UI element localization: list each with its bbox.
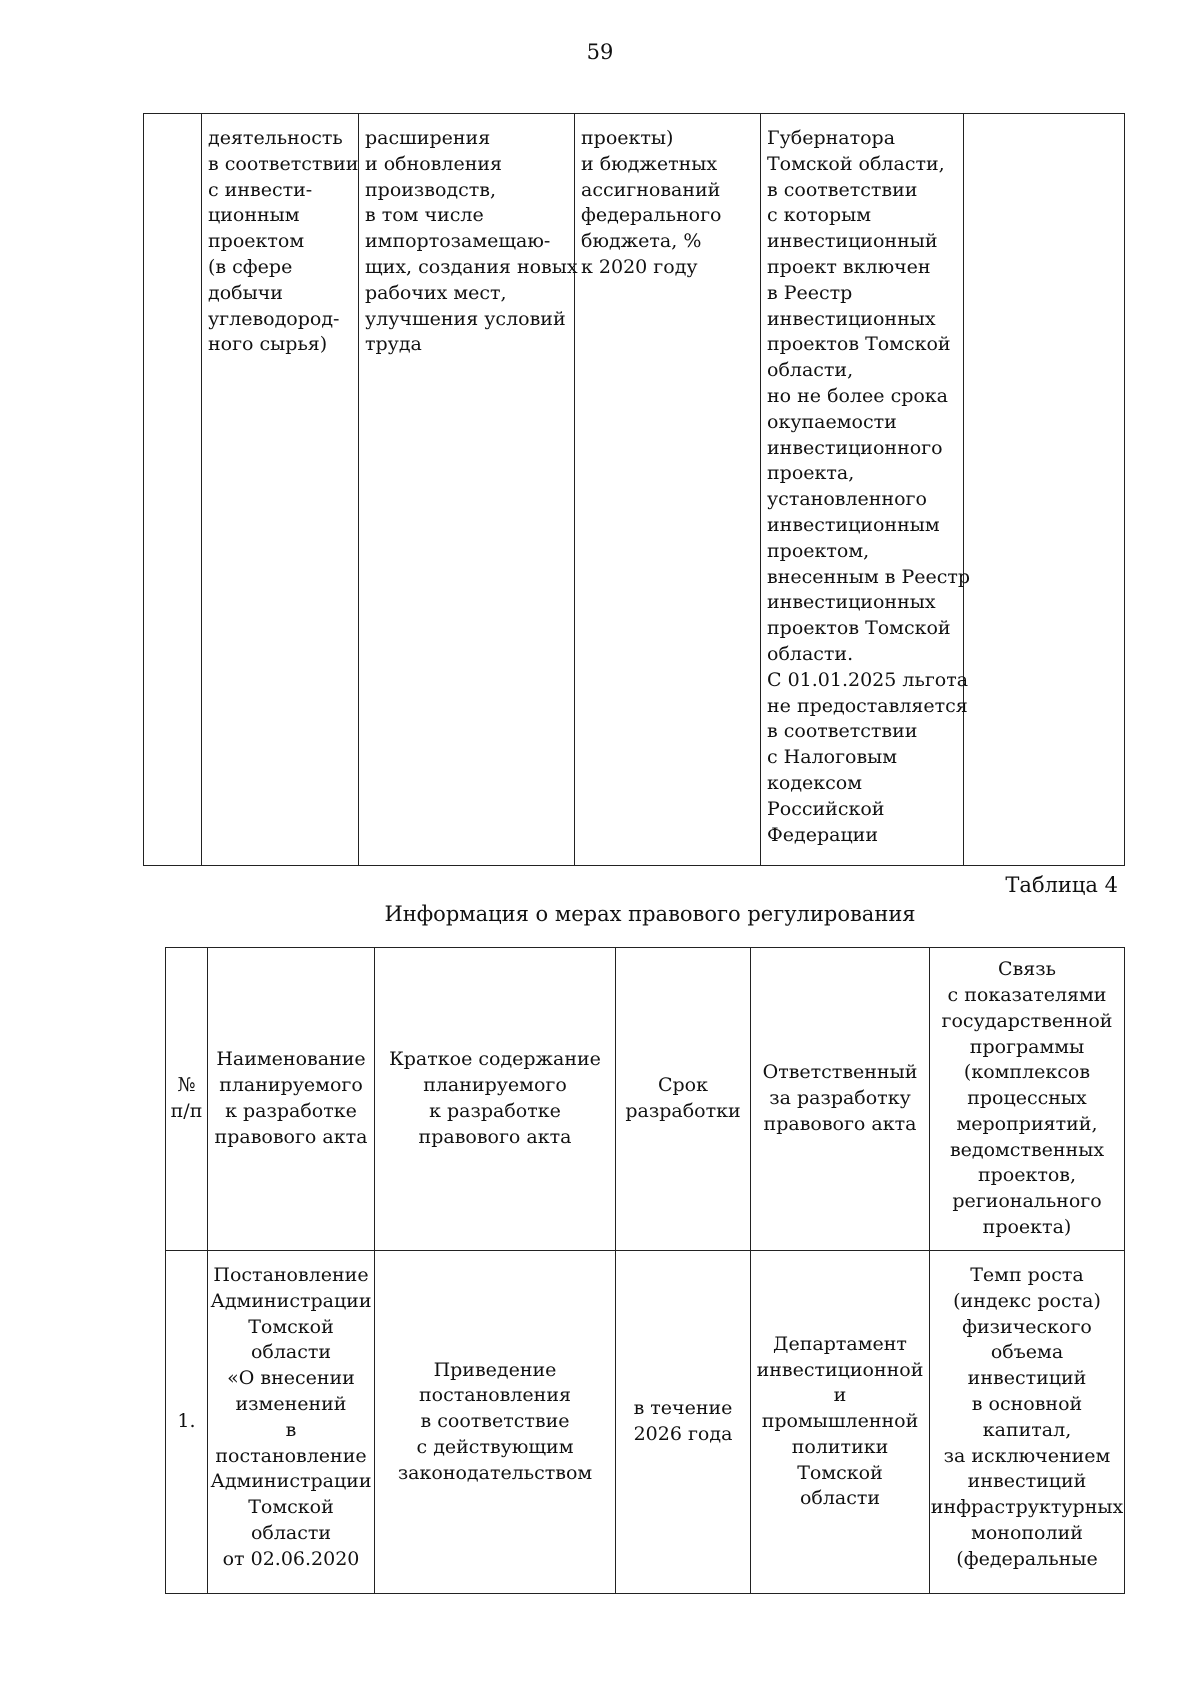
act-name-cell [208, 1251, 375, 1594]
cell-line: бюджета, % [581, 230, 702, 253]
indicator-link-cell [930, 1251, 1125, 1594]
cell-line: и бюджетных [581, 152, 718, 175]
cell-line: мероприятий, [956, 1112, 1098, 1135]
continuation-table [143, 113, 1125, 866]
cell-line: щих, создания новых [365, 255, 578, 278]
cell-line: к 2020 году [581, 255, 698, 278]
cell-line: инвестиционных [767, 307, 936, 330]
cell-line: и [833, 1384, 847, 1407]
table-cell [575, 114, 761, 866]
table-header-row [166, 948, 1125, 1251]
cell-line: углеводород- [208, 307, 340, 330]
cell-line: за разработку [769, 1087, 911, 1110]
cell-line: проектом, [767, 539, 870, 562]
cell-line: и обновления [365, 152, 503, 175]
cell-line: области, [767, 359, 854, 382]
table-cell [761, 114, 971, 866]
cell-line: проект включен [767, 255, 931, 278]
cell-line: Срок [657, 1074, 708, 1097]
cell-line: Томской [248, 1496, 334, 1519]
cell-line: кодексом [767, 771, 862, 794]
cell-line: в соответствии [767, 178, 918, 201]
cell-line: Федерации [767, 823, 878, 846]
cell-line: (в сфере [208, 255, 293, 278]
cell-line: постановления [418, 1384, 571, 1407]
table-row [144, 114, 1125, 866]
cell-line: производств, [365, 178, 497, 201]
cell-line: к разработке [429, 1100, 561, 1122]
cell-line: окупаемости [767, 410, 897, 433]
cell-line: инфраструктурных [930, 1496, 1124, 1519]
cell-line: в соответствии [767, 720, 918, 743]
cell-line: программы [969, 1035, 1085, 1058]
cell-line: № [177, 1074, 196, 1097]
cell-line: Приведение [433, 1358, 557, 1381]
cell-line: Администрации [210, 1470, 372, 1493]
cell-line: ведомственных [949, 1138, 1105, 1161]
cell-line: проектов Томской [767, 333, 951, 356]
cell-line: инвестиционных [767, 591, 936, 614]
cell-line: изменений [235, 1392, 347, 1415]
table-label: Таблица 4 [1005, 873, 1118, 897]
cell-line: п/п [170, 1100, 203, 1122]
table-cell [964, 114, 1125, 866]
cell-line: (индекс роста) [953, 1289, 1101, 1312]
table-row [166, 1251, 1125, 1594]
cell-line: Российской [767, 797, 885, 820]
cell-line: инвестиций [967, 1470, 1087, 1493]
cell-line: правового акта [418, 1125, 572, 1148]
cell-line: в соответствии [208, 152, 359, 175]
column-header [616, 948, 751, 1251]
cell-line: инвестиционной [756, 1358, 924, 1381]
cell-line: добычи [208, 281, 283, 304]
cell-line: (комплексов [963, 1061, 1091, 1084]
cell-line: к разработке [225, 1100, 357, 1122]
cell-line: не предоставляется [767, 694, 968, 717]
cell-line: с Налоговым [767, 746, 898, 769]
cell-line: в Реестр [767, 281, 853, 304]
cell-line: (федеральные [956, 1547, 1098, 1570]
cell-line: Краткое содержание [389, 1048, 601, 1071]
cell-line: проектов, [977, 1164, 1077, 1187]
column-header [166, 948, 208, 1251]
column-header [208, 948, 375, 1251]
cell-line: монополий [971, 1521, 1083, 1544]
row-number [166, 1251, 208, 1594]
cell-line: Темп роста [970, 1264, 1084, 1286]
cell-line: установленного [767, 488, 927, 511]
cell-line: промышленной [761, 1410, 919, 1433]
cell-line: Департамент [773, 1332, 907, 1355]
cell-line: законодательством [397, 1461, 593, 1484]
cell-line: с инвести- [208, 178, 313, 201]
cell-line: правового акта [763, 1112, 917, 1135]
cell-line: Наименование [216, 1048, 366, 1071]
page-number: 59 [586, 40, 614, 64]
column-header [375, 948, 616, 1251]
cell-line: регионального [952, 1190, 1102, 1213]
cell-line: Томской области, [767, 152, 945, 175]
cell-line: Ответственный [762, 1061, 918, 1084]
cell-line: политики [791, 1435, 889, 1458]
measures-table [165, 947, 1125, 1594]
cell-line: проектов Томской [767, 617, 951, 640]
cell-line: разработки [625, 1100, 741, 1122]
cell-line: проекта) [982, 1216, 1072, 1239]
cell-line: физического [962, 1315, 1092, 1338]
cell-line: планируемого [423, 1074, 567, 1097]
cell-line: Томской [797, 1461, 883, 1484]
responsible-cell [751, 1251, 930, 1594]
cell-line: области [250, 1521, 332, 1544]
cell-line: с которым [767, 204, 872, 227]
cell-line: проекты) [581, 127, 674, 149]
cell-line: расширения [365, 127, 491, 149]
cell-line: с действующим [416, 1435, 574, 1458]
cell-line: в течение [633, 1397, 733, 1420]
cell-line: ного сырья) [208, 333, 328, 356]
table-cell [202, 114, 359, 866]
cell-line: в основной [971, 1392, 1083, 1415]
cell-line: проектом [208, 230, 305, 253]
cell-line: инвестиций [967, 1367, 1087, 1390]
cell-line: с показателями [947, 983, 1107, 1006]
cell-line: постановление [215, 1444, 367, 1467]
cell-line: за исключением [943, 1444, 1111, 1467]
cell-line: проекта, [767, 462, 855, 485]
cell-line: С 01.01.2025 льгота [767, 668, 969, 691]
cell-line: Губернатора [767, 127, 896, 149]
cell-line: объема [990, 1341, 1064, 1364]
cell-line: Администрации [210, 1289, 372, 1312]
cell-line: в соответствие [420, 1410, 570, 1433]
cell-line: Томской [248, 1315, 334, 1338]
cell-line: 2026 года [633, 1423, 733, 1445]
cell-line: деятельность [208, 127, 343, 149]
cell-line: области [799, 1487, 881, 1510]
cell-line: внесенным в Реестр [767, 565, 971, 588]
cell-line: ассигнований [581, 178, 721, 201]
cell-line: правового акта [214, 1125, 368, 1148]
cell-line: Постановление [213, 1264, 369, 1286]
table-cell [144, 114, 202, 866]
cell-line: федерального [581, 204, 722, 227]
cell-line: импортозамещаю- [365, 230, 551, 253]
cell-line: инвестиционного [767, 436, 943, 459]
cell-line: планируемого [219, 1074, 363, 1097]
cell-line: ционным [208, 204, 300, 227]
cell-line: области. [767, 642, 854, 665]
cell-line: государственной [941, 1009, 1113, 1032]
deadline-cell [616, 1251, 751, 1594]
cell-line: но не более срока [767, 384, 949, 407]
table-cell [359, 114, 578, 866]
cell-line: 1. [177, 1410, 196, 1433]
cell-line: в том числе [365, 204, 484, 227]
table-title: Информация о мерах правового регулирования [384, 902, 916, 926]
cell-line: «О внесении [227, 1367, 355, 1390]
cell-line: капитал, [982, 1418, 1072, 1441]
cell-line: Связь [998, 958, 1056, 981]
cell-line: в [285, 1418, 297, 1441]
cell-line: инвестиционным [767, 513, 940, 536]
column-header [751, 948, 930, 1251]
cell-line: труда [365, 333, 422, 356]
act-summary-cell [375, 1251, 616, 1594]
cell-line: улучшения условий [365, 307, 566, 330]
cell-line: рабочих мест, [365, 281, 507, 304]
cell-line: области [250, 1341, 332, 1364]
cell-line: процессных [967, 1087, 1087, 1110]
cell-line: инвестиционный [767, 230, 938, 253]
column-header [930, 948, 1125, 1251]
cell-line: от 02.06.2020 [222, 1547, 360, 1570]
